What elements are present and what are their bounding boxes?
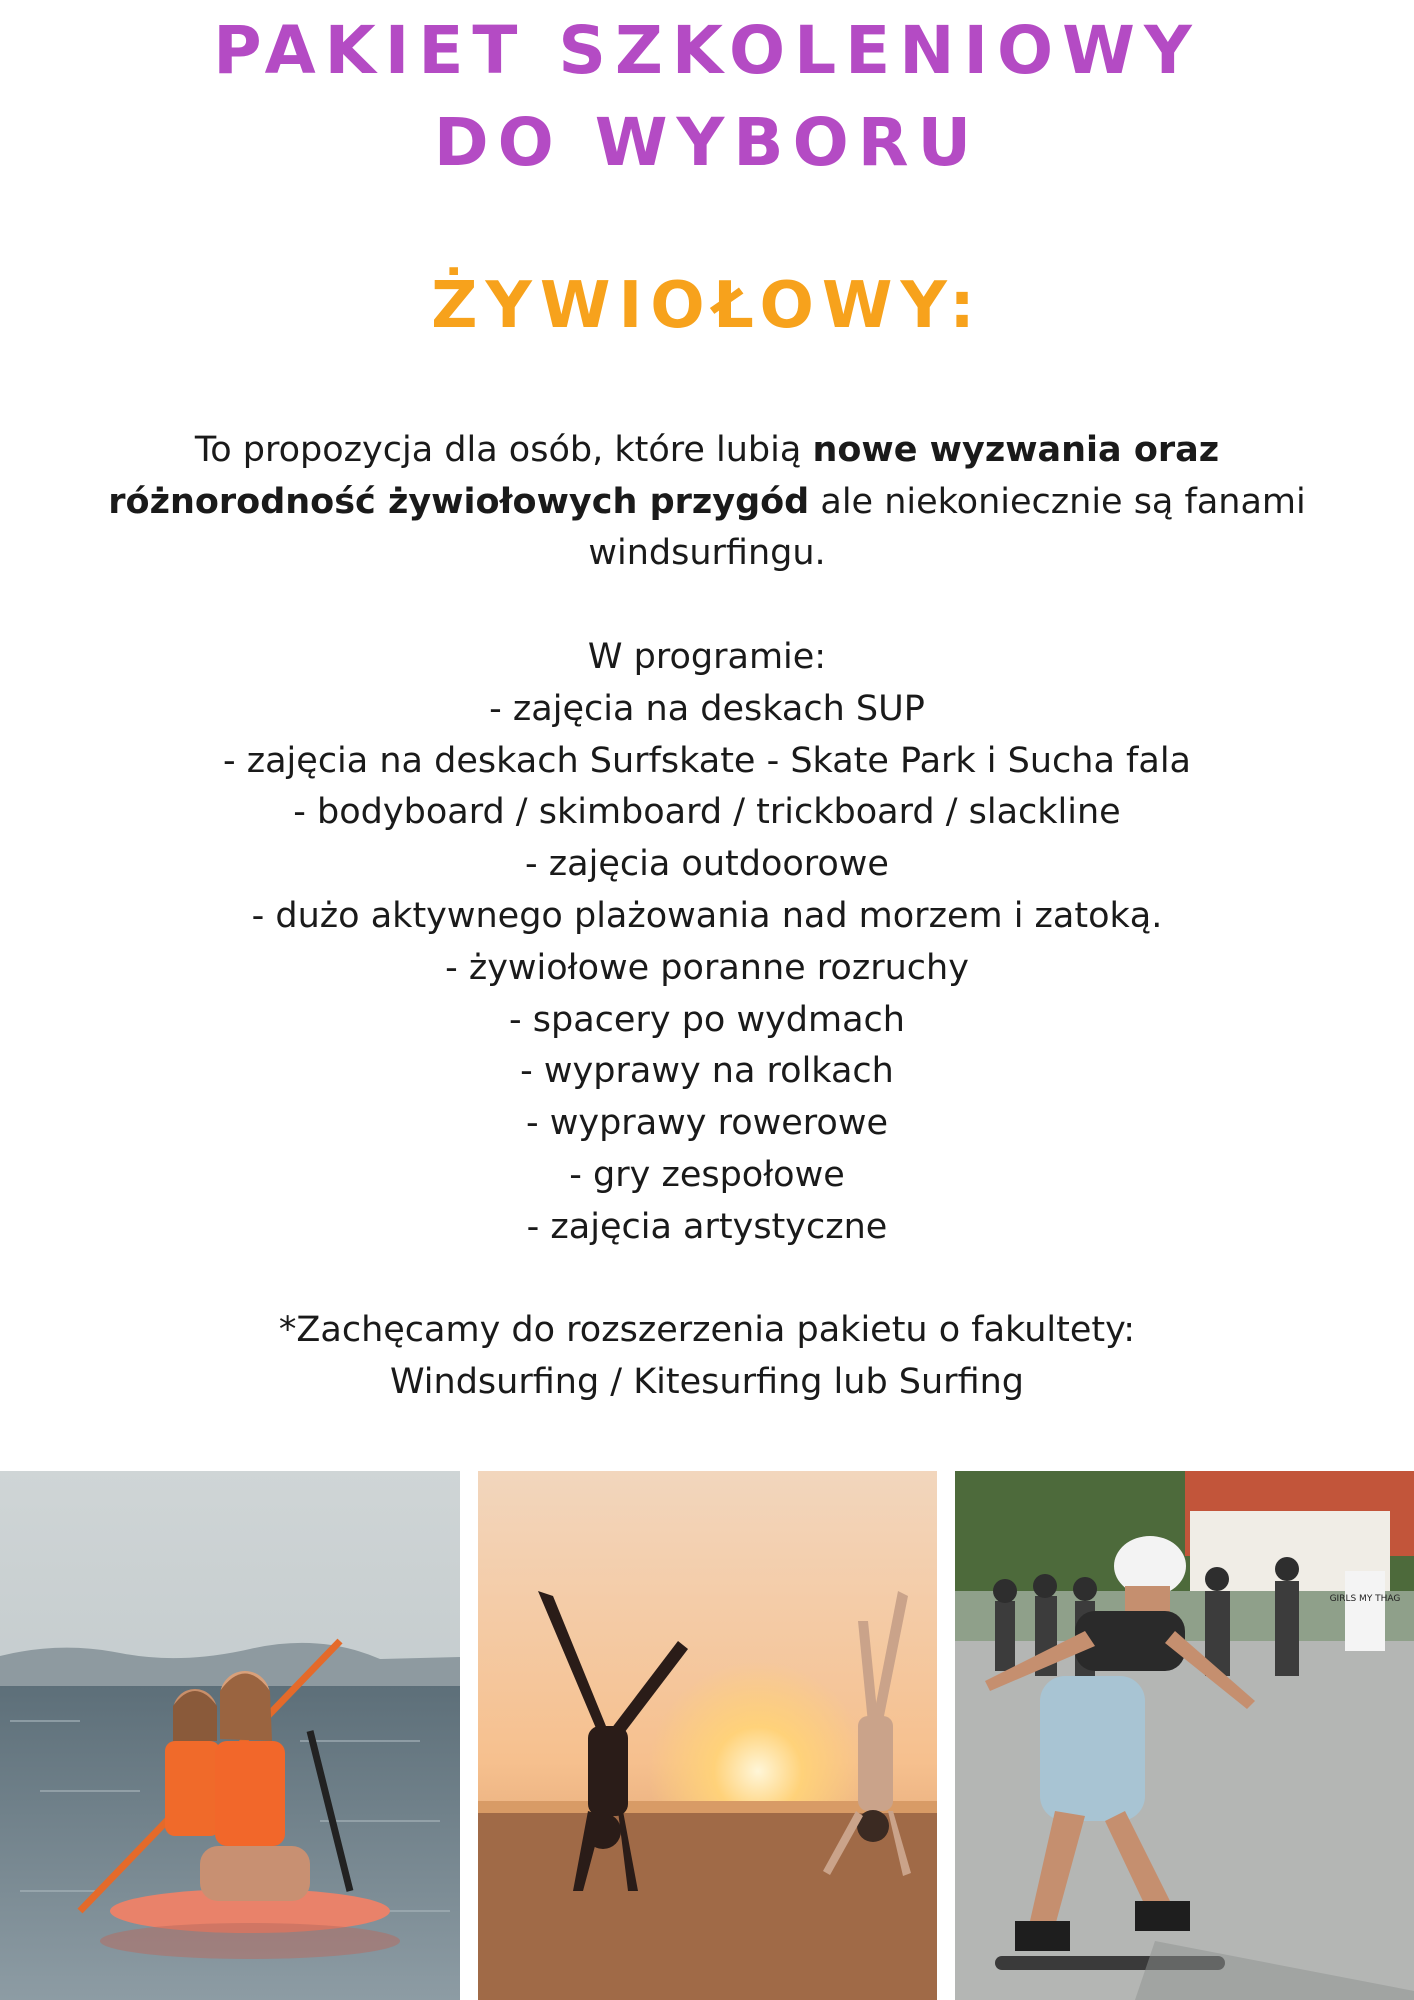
package-subtitle: ŻYWIOŁOWY: bbox=[431, 269, 983, 343]
program-list bbox=[0, 632, 1414, 1254]
intro-text-part1: To propozycja dla osób, które lubią bbox=[194, 430, 813, 470]
intro-paragraph bbox=[70, 425, 1344, 580]
program-item: - spacery po wydmach bbox=[509, 999, 905, 1040]
program-item: - wyprawy na rolkach bbox=[520, 1051, 894, 1092]
program-item: - zajęcia na deskach SUP bbox=[489, 688, 925, 729]
title-line-2: DO WYBORU bbox=[433, 104, 981, 181]
electives-note bbox=[0, 1305, 1414, 1408]
program-item: - żywiołowe poranne rozruchy bbox=[445, 947, 969, 988]
program-heading: W programie: bbox=[587, 637, 827, 677]
title-line-1: PAKIET SZKOLENIOWY bbox=[213, 12, 1201, 89]
handstand-sunset-photo bbox=[478, 1471, 937, 2000]
girls-shirt-text: GIRLS MY THAG bbox=[1329, 1594, 1401, 1604]
surfskate-group-photo bbox=[955, 1471, 1414, 2000]
intro-text-bold: nowe wyzwania oraz różnorodność żywiołowych przygód bbox=[108, 430, 1220, 522]
program-item: - zajęcia outdoorowe bbox=[525, 844, 889, 885]
program-item: - zajęcia na deskach Surfskate - Skate Park i Sucha fala bbox=[222, 740, 1191, 781]
program-item: - dużo aktywnego plażowania nad morzem i zatoką. bbox=[251, 895, 1163, 936]
sup-kids-photo bbox=[0, 1471, 460, 2000]
electives-note-line1: *Zachęcamy do rozszerzenia pakietu o fakultety: bbox=[278, 1310, 1136, 1350]
intro-text-part2: ale niekoniecznie są fanami windsurfingu. bbox=[588, 481, 1306, 573]
program-item: - zajęcia artystyczne bbox=[526, 1206, 888, 1247]
program-item: - bodyboard / skimboard / trickboard / slackline bbox=[293, 792, 1121, 833]
electives-note-line2: Windsurfing / Kitesurfing lub Surfing bbox=[389, 1361, 1025, 1402]
program-item: - wyprawy rowerowe bbox=[526, 1103, 888, 1144]
program-item: - gry zespołowe bbox=[569, 1154, 845, 1195]
